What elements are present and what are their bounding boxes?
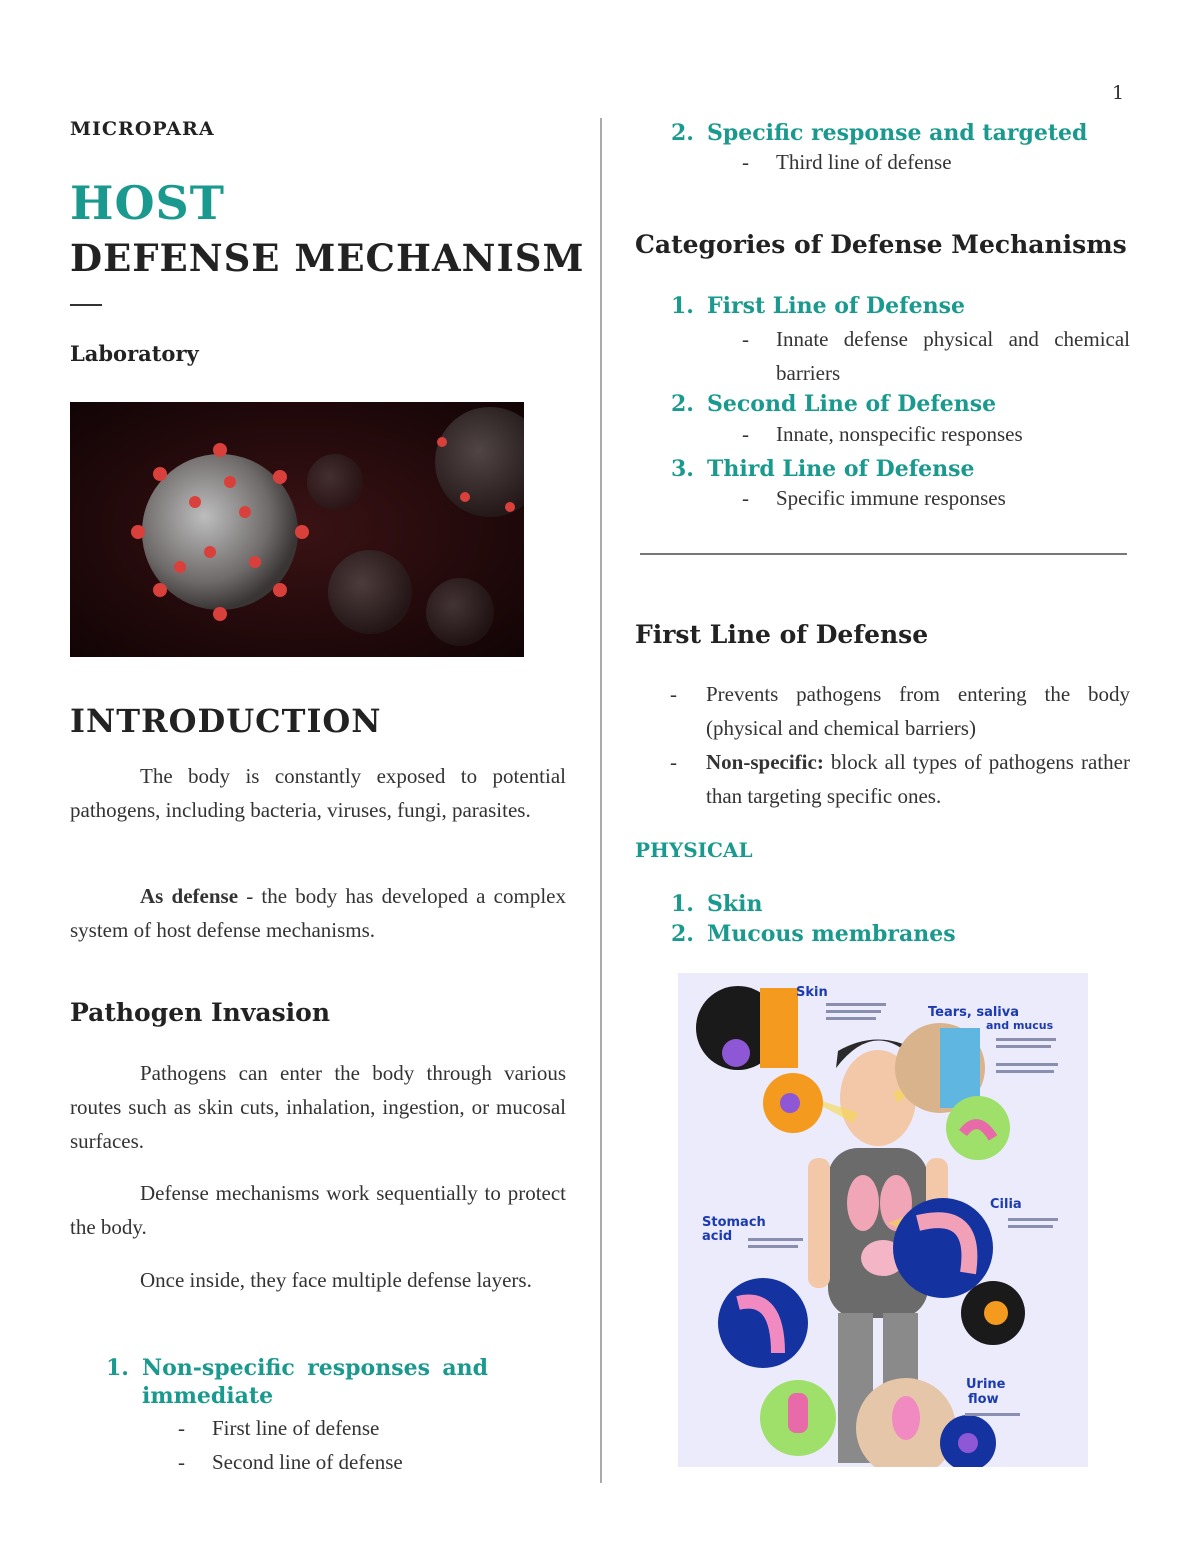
physical-item-2: [671, 921, 956, 947]
infographic-tears-label: Tears, saliva: [928, 1005, 1020, 1020]
physical-num: 2.: [671, 921, 694, 947]
category-item-3: [671, 456, 975, 482]
response-item-1-line1: Non-specific responses and: [142, 1355, 488, 1381]
category-label: Third Line of Defense: [707, 456, 975, 482]
subtitle-laboratory: Laboratory: [70, 341, 199, 366]
virus-image: [70, 402, 524, 657]
invasion-paragraph-3: [70, 1263, 566, 1297]
category-num: 2.: [671, 391, 694, 417]
sub-text: Specific immune responses: [776, 486, 1006, 510]
infographic-urine-label: Urine: [966, 1377, 1006, 1392]
response-item-2-label: Specific response and targeted: [707, 120, 1088, 146]
response-item-1: [106, 1355, 488, 1409]
column-divider: [600, 118, 602, 1483]
invasion-text-1: Pathogens can enter the body through various routes such as skin cuts, inhalation, ingestion, or mucosal surfaces.: [70, 1061, 566, 1153]
intro-paragraph-1: [70, 759, 566, 827]
first-line-bullet-2: - Non-specific: block all types of pathogens rather than targeting specific ones.: [670, 750, 1130, 808]
sub-text: Second line of defense: [212, 1450, 403, 1474]
categories-heading: Categories of Defense Mechanisms: [635, 230, 1127, 259]
response-item-2-sub-1: - Third line of defense: [742, 150, 952, 174]
category-label: First Line of Defense: [707, 293, 965, 319]
as-defense-bold: As defense: [140, 884, 239, 908]
invasion-paragraph-1: [70, 1056, 566, 1158]
section-divider: [640, 553, 1127, 555]
infographic-skin-label: Skin: [796, 985, 828, 1000]
page-title-main: DEFENSE MECHANISM: [70, 236, 585, 280]
course-label: MICROPARA: [70, 118, 215, 140]
page-number: 1: [1112, 82, 1125, 104]
infographic-mucus-label: and mucus: [986, 1019, 1054, 1032]
bullet-text: Prevents pathogens from entering the body (physical and chemical barriers): [706, 682, 1130, 740]
infographic-stomach-label: Stomach: [702, 1215, 766, 1230]
response-item-1-sub-1: - First line of defense: [178, 1416, 380, 1440]
introduction-heading: INTRODUCTION: [70, 702, 382, 740]
intro-text-2: - the body has developed a complex system of host defense mechanisms.: [70, 884, 566, 942]
sub-text: Third line of defense: [776, 150, 952, 174]
category-item-1: [671, 293, 965, 319]
sub-text: Innate, nonspecific responses: [776, 422, 1023, 446]
virus-illustration: [70, 402, 524, 657]
category-item-2-sub: - Innate, nonspecific responses: [742, 422, 1023, 446]
title-dash-divider: [70, 304, 102, 306]
physical-item-1: [671, 891, 762, 917]
response-item-2-num: 2.: [671, 120, 694, 146]
response-item-1-sub-2: - Second line of defense: [178, 1450, 403, 1474]
sub-text: Innate defense physical and chemical barriers: [776, 327, 1130, 385]
bullet-text: block all types of pathogens rather than targeting specific ones.: [706, 750, 1130, 808]
intro-paragraph-2: [70, 879, 566, 947]
category-item-1-sub: - Innate defense physical and chemical barriers: [742, 322, 1130, 390]
category-num: 3.: [671, 456, 694, 482]
physical-label-text: Skin: [707, 891, 763, 917]
first-line-heading: First Line of Defense: [635, 620, 929, 649]
infographic-cilia-label: Cilia: [990, 1197, 1022, 1212]
invasion-text-2: Defense mechanisms work sequentially to protect the body.: [70, 1181, 566, 1239]
physical-label-text: Mucous membranes: [707, 921, 956, 947]
category-label: Second Line of Defense: [707, 391, 997, 417]
response-item-1-line2: immediate: [142, 1383, 274, 1409]
non-specific-bold: Non-specific:: [706, 750, 824, 774]
response-item-1-num: 1.: [106, 1355, 129, 1381]
physical-label: PHYSICAL: [635, 838, 753, 862]
invasion-paragraph-2: [70, 1176, 566, 1244]
invasion-text-3: Once inside, they face multiple defense layers.: [140, 1268, 532, 1292]
infographic-flow-label: flow: [968, 1392, 999, 1407]
category-item-2: [671, 391, 996, 417]
first-line-bullet-1: - Prevents pathogens from entering the body (physical and chemical barriers): [670, 677, 1130, 745]
infographic-acid-label: acid: [702, 1229, 733, 1244]
page-title-host: HOST: [70, 176, 225, 230]
category-num: 1.: [671, 293, 694, 319]
barrier-infographic: [678, 973, 1088, 1467]
response-item-2: [671, 120, 1087, 146]
category-item-3-sub: - Specific immune responses: [742, 486, 1006, 510]
pathogen-invasion-heading: Pathogen Invasion: [70, 998, 331, 1027]
physical-num: 1.: [671, 891, 694, 917]
sub-text: First line of defense: [212, 1416, 380, 1440]
intro-text-1: The body is constantly exposed to potential pathogens, including bacteria, viruses, fungi, parasites.: [70, 764, 566, 822]
